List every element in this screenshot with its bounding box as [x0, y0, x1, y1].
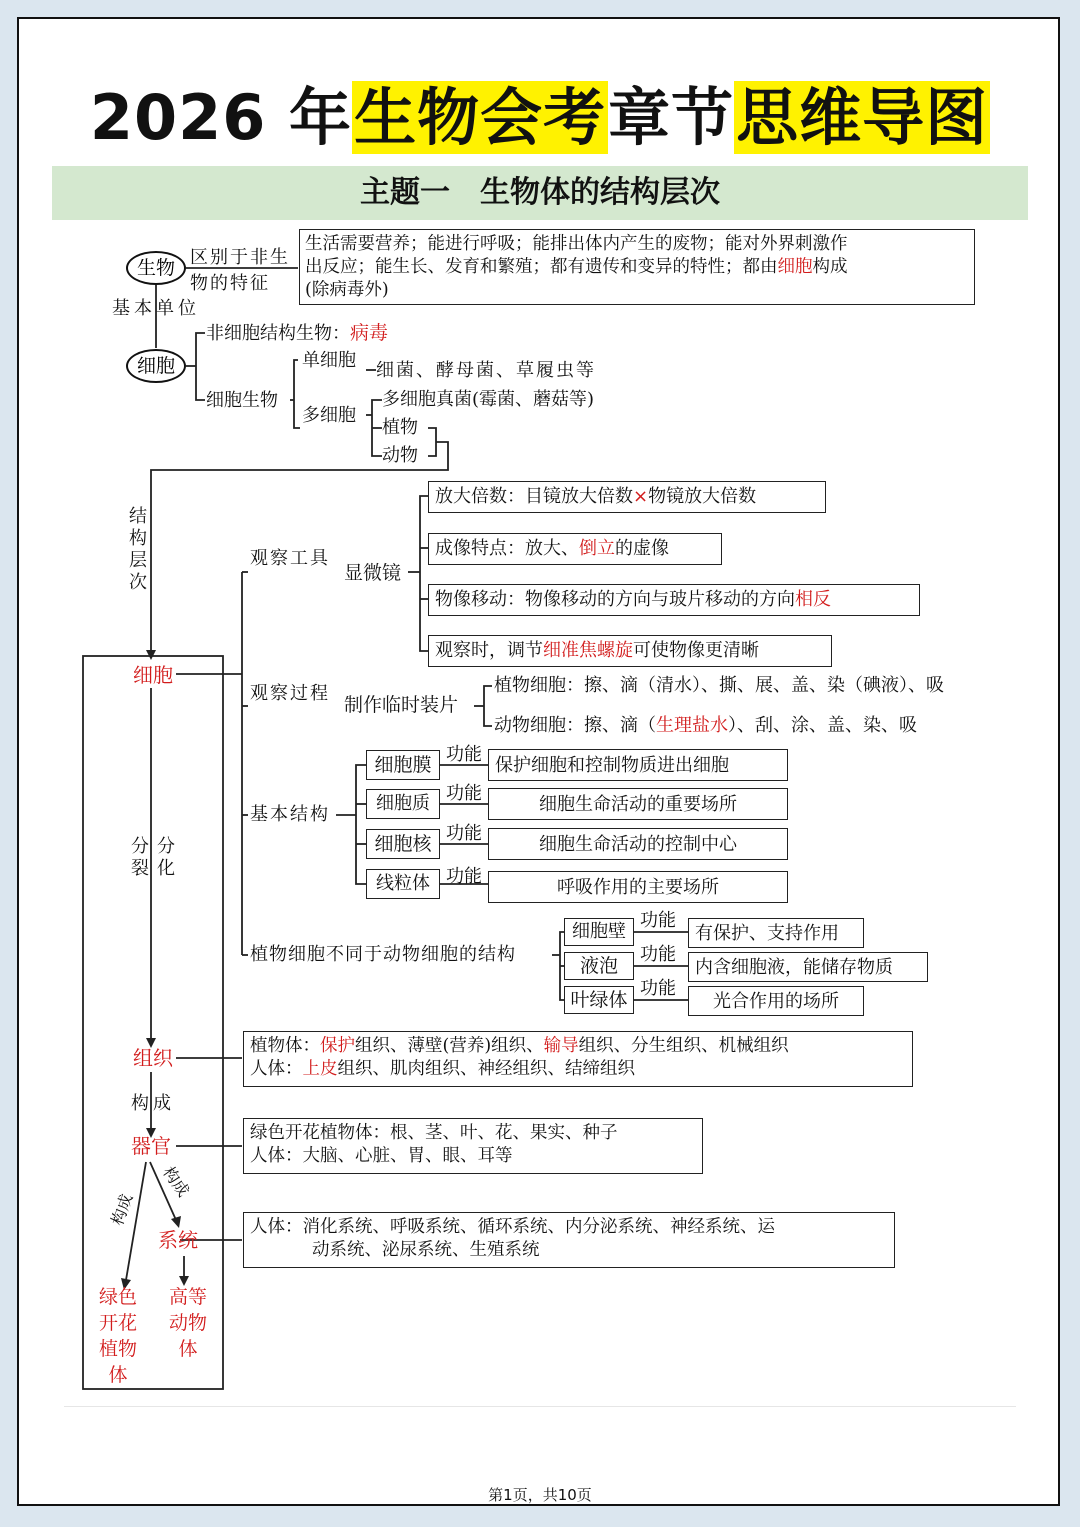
unicellular-label: 单细胞	[302, 350, 356, 371]
multi-item-animal: 动物	[382, 445, 418, 466]
unicellular-examples: 细菌、酵母菌、草履虫等	[376, 360, 596, 381]
tissue-box: 植物体：保护组织、薄壁(营养)组织、输导组织、分生组织、机械组织 人体：上皮组织、肌肉组织、神经组织、结缔组织	[243, 1031, 913, 1087]
structure-mitochondria: 线粒体	[366, 869, 440, 899]
hierarchy-cell: 细胞	[133, 663, 173, 687]
differentiation-label: 分化	[157, 836, 175, 879]
plant-cell-steps: 植物细胞：擦、滴（清水）、撕、展、盖、染（碘液）、吸	[494, 675, 944, 696]
page-number: 第1页，共10页	[488, 1486, 592, 1504]
organ-box: 绿色开花植物体：根、茎、叶、花、果实、种子 人体：大脑、心脏、胃、眼、耳等	[243, 1118, 703, 1174]
function-cell-wall: 有保护、支持作用	[688, 918, 864, 948]
hierarchy-tissue: 组织	[133, 1046, 173, 1070]
function-nucleus: 细胞生命活动的控制中心	[488, 828, 788, 860]
organism-node: 生物	[126, 251, 186, 285]
compose-label-3: 构成	[159, 1162, 194, 1201]
func-label-membrane: 功能	[446, 744, 482, 765]
structure-vacuole: 液泡	[564, 952, 634, 980]
function-chloroplast: 光合作用的场所	[688, 986, 864, 1016]
function-vacuole: 内含细胞液，能储存物质	[688, 952, 928, 982]
microscope-magnification-box: 放大倍数：目镜放大倍数×物镜放大倍数	[428, 481, 826, 513]
observation-process-label: 观察过程	[250, 683, 330, 704]
structure-cytoplasm: 细胞质	[366, 789, 440, 819]
structure-levels-label: 结构层次	[129, 506, 147, 593]
func-label-mitochondria: 功能	[446, 866, 482, 887]
func-label-vacuole: 功能	[640, 944, 676, 965]
cell-organism-label: 细胞生物	[206, 390, 278, 411]
microscope-movement-box: 物像移动：物像移动的方向与玻片移动的方向相反	[428, 584, 920, 616]
topic-banner: 主题一 生物体的结构层次	[52, 166, 1028, 220]
animal-body-node: 高等动物体	[168, 1286, 207, 1360]
hierarchy-organ: 器官	[131, 1134, 171, 1158]
temporary-slide-label: 制作临时装片	[344, 694, 459, 716]
multi-item-fungi: 多细胞真菌(霉菌、蘑菇等)	[382, 389, 595, 410]
structure-cell-wall: 细胞壁	[564, 918, 634, 946]
function-cell-membrane: 保护细胞和控制物质进出细胞	[488, 749, 788, 781]
func-label-cell-wall: 功能	[640, 910, 676, 931]
footer-divider	[64, 1406, 1016, 1407]
basic-unit-label: 基本单位	[112, 298, 200, 319]
func-label-cytoplasm: 功能	[446, 783, 482, 804]
system-box: 人体：消化系统、呼吸系统、循环系统、内分泌系统、神经系统、运 动系统、泌尿系统、生殖系统	[243, 1212, 895, 1268]
microscope-focus-box: 观察时，调节细准焦螺旋可使物像更清晰	[428, 635, 832, 667]
function-cytoplasm: 细胞生命活动的重要场所	[488, 788, 788, 820]
page-title: 2026 年生物会考章节思维导图	[89, 81, 989, 154]
multicellular-label: 多细胞	[302, 405, 356, 426]
func-label-nucleus: 功能	[446, 823, 482, 844]
division-label: 分裂	[131, 836, 149, 879]
non-cell-label: 非细胞结构生物：病毒	[206, 322, 389, 344]
func-label-chloroplast: 功能	[640, 978, 676, 999]
organism-branch-label: 区别于非生物的特征	[190, 247, 290, 294]
structure-nucleus: 细胞核	[366, 829, 440, 859]
structure-chloroplast: 叶绿体	[564, 986, 634, 1014]
cell-node: 细胞	[126, 349, 186, 383]
observation-tool-label: 观察工具	[250, 548, 330, 569]
structure-cell-membrane: 细胞膜	[366, 750, 440, 780]
plant-specific-label: 植物细胞不同于动物细胞的结构	[250, 944, 516, 965]
function-mitochondria: 呼吸作用的主要场所	[488, 871, 788, 903]
organism-features-box: 生活需要营养；能进行呼吸；能排出体内产生的废物；能对外界刺激作 出反应；能生长、发育和繁殖；都有遗传和变异的特性；都由细胞构成 (除病毒外)	[299, 229, 975, 305]
animal-cell-steps: 动物细胞：擦、滴（生理盐水）、刮、涂、盖、染、吸	[494, 715, 917, 736]
multi-item-plant: 植物	[382, 417, 418, 438]
plant-body-node: 绿色开花植物体	[98, 1286, 137, 1386]
microscope-image-box: 成像特点：放大、倒立的虚像	[428, 533, 722, 565]
compose-label-2: 构成	[107, 1191, 137, 1228]
hierarchy-system: 系统	[158, 1228, 198, 1252]
compose-label-1: 构成	[131, 1093, 175, 1114]
microscope-label: 显微镜	[344, 562, 402, 584]
basic-structure-label: 基本结构	[250, 804, 330, 825]
